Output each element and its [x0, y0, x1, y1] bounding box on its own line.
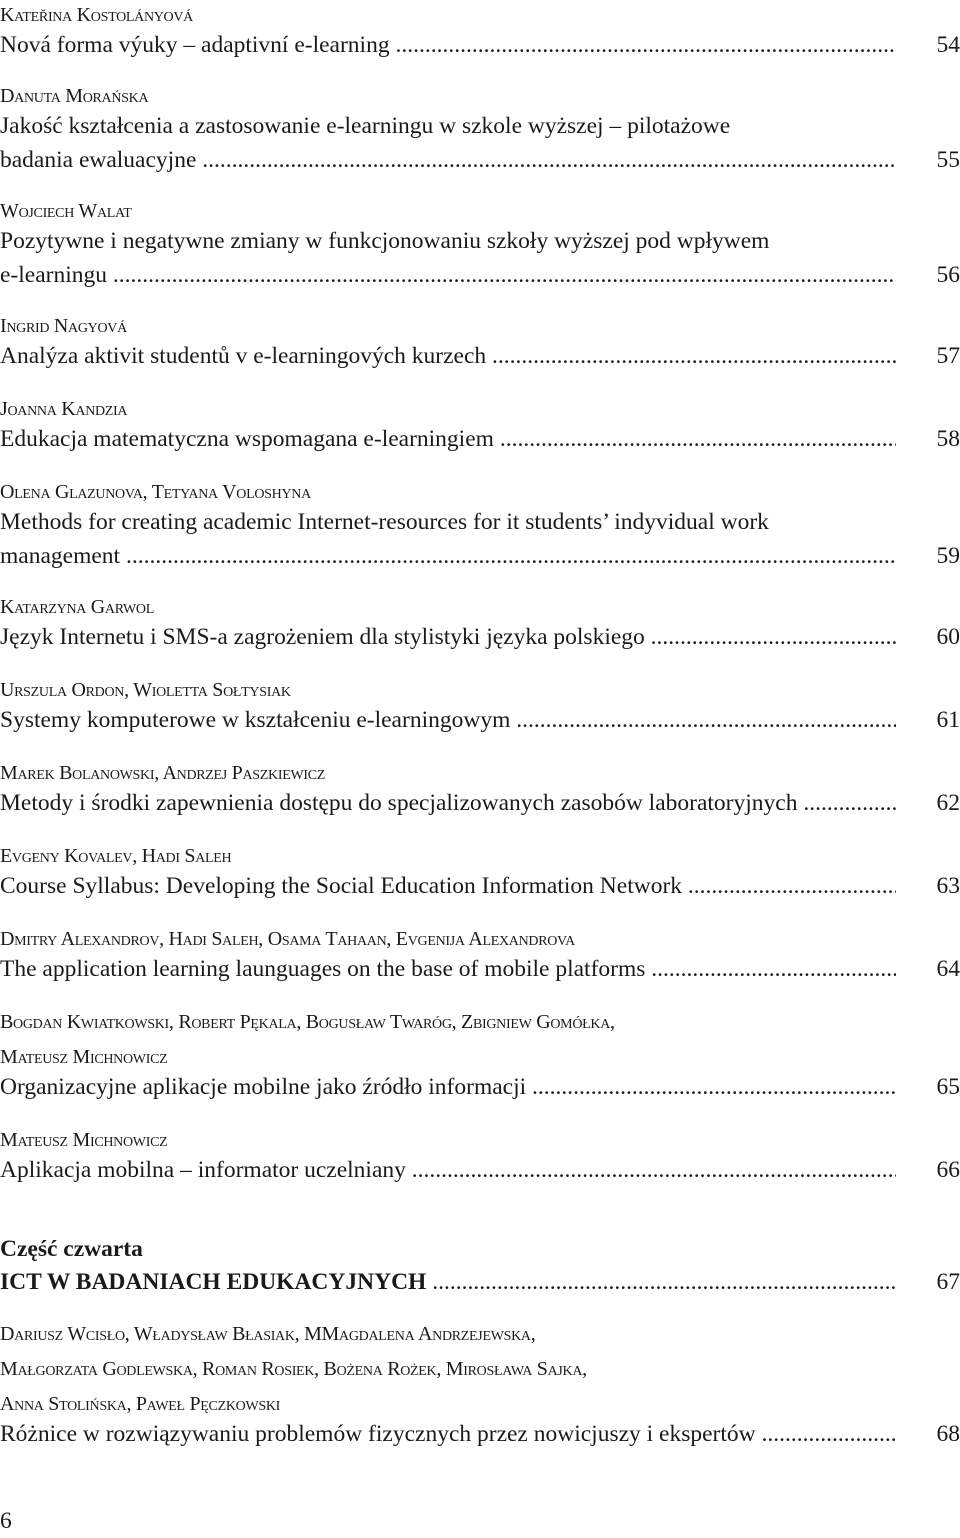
entry-title: Metody i środki zapewnienia dostępu do specjalizowanych zasobów laboratoryjnych ..... [0, 786, 896, 820]
entry-title-line: Methods for creating academic Internet-resources for it students’ indyvidual work [0, 509, 769, 535]
entry-title: Analýza aktivit studentů v e-learningových kurzech ..... [0, 339, 896, 373]
entry-title: Systemy komputerowe w kształceniu e-learningowym ..... [0, 703, 896, 737]
entry-page: 60 [936, 624, 960, 650]
entry-authors: Mateusz Michnowicz [0, 1129, 168, 1151]
entry-authors-continued: Anna Stolińska, Paweł Pęczkowski [0, 1393, 281, 1415]
entry-title: Język Internetu i SMS-a zagrożeniem dla stylistyki języka polskiego ..... [0, 620, 896, 654]
toc-row [0, 952, 960, 986]
entry-authors: Bogdan Kwiatkowski, Robert Pękala, Bogusław Twaróg, Zbigniew Gomółka, [0, 1011, 615, 1033]
toc-row [0, 339, 960, 373]
toc-entry [0, 594, 960, 654]
entry-authors-continued: Małgorzata Godlewska, Roman Rosiek, Bożena Rożek, Mirosława Sajka, [0, 1358, 587, 1380]
entry-authors: Wojciech Walat [0, 200, 132, 222]
toc-entry [0, 843, 960, 903]
entry-page: 57 [936, 343, 960, 369]
entry-authors: Ingrid Nagyová [0, 315, 127, 337]
entry-authors: Dmitry Alexandrov, Hadi Saleh, Osama Tahaan, Evgenija Alexandrova [0, 928, 575, 950]
entry-page: 61 [936, 707, 960, 733]
entry-title: The application learning launguages on the base of mobile platforms ..... [0, 952, 896, 986]
entry-title: Organizacyjne aplikacje mobilne jako źródło informacji ..... [0, 1070, 896, 1104]
toc-entry [0, 479, 960, 573]
entry-page: 59 [936, 543, 960, 569]
toc-entry [0, 677, 960, 737]
entry-title: e-learningu ..... [0, 258, 896, 292]
toc-entry [0, 760, 960, 820]
entry-page: 58 [936, 426, 960, 452]
entry-authors: Dariusz Wcisło, Władysław Błasiak, MMagdalena Andrzejewska, [0, 1323, 536, 1345]
entry-page: 66 [936, 1157, 960, 1183]
toc-row [0, 869, 960, 903]
entry-page: 54 [936, 32, 960, 58]
section-page: 67 [936, 1269, 960, 1295]
entry-title: badania ewaluacyjne ..... [0, 143, 896, 177]
entry-authors-continued: Mateusz Michnowicz [0, 1046, 168, 1068]
entry-page: 68 [936, 1421, 960, 1447]
entry-title: Nová forma výuky – adaptivní e-learning ..... [0, 28, 896, 62]
toc-row [0, 539, 960, 573]
entry-title-line: Jakość kształcenia a zastosowanie e-learningu w szkole wyższej – pilotażowe [0, 113, 731, 139]
toc-entry [0, 313, 960, 373]
toc-entry [0, 198, 960, 292]
entry-authors: Katarzyna Garwol [0, 596, 154, 618]
entry-authors: Joanna Kandzia [0, 398, 128, 420]
toc-entry [0, 83, 960, 177]
toc-entry [0, 1321, 960, 1451]
toc-row [0, 258, 960, 292]
section-heading [0, 1233, 960, 1299]
entry-authors: Danuta Morańska [0, 85, 149, 107]
entry-page: 64 [936, 956, 960, 982]
toc-entry [0, 396, 960, 456]
toc-row [0, 1070, 960, 1104]
entry-title: Edukacja matematyczna wspomagana e-learningiem ..... [0, 422, 896, 456]
toc-entry [0, 926, 960, 986]
toc-entry [0, 1009, 960, 1104]
entry-authors: Marek Bolanowski, Andrzej Paszkiewicz [0, 762, 326, 784]
entry-title-line: Pozytywne i negatywne zmiany w funkcjonowaniu szkoły wyższej pod wpływem [0, 228, 770, 254]
entry-page: 63 [936, 873, 960, 899]
entry-page: 65 [936, 1074, 960, 1100]
entry-authors: Kateřina Kostolányová [0, 4, 193, 26]
toc-entry [0, 0, 960, 62]
toc-row [0, 1153, 960, 1187]
section-title: ICT W BADANIACH EDUKACYJNYCH ..... [0, 1265, 896, 1299]
entry-authors: Olena Glazunova, Tetyana Voloshyna [0, 481, 311, 503]
entry-title: Aplikacja mobilna – informator uczelniany ..... [0, 1153, 896, 1187]
entry-authors: Evgeny Kovalev, Hadi Saleh [0, 845, 232, 867]
toc-row [0, 28, 960, 62]
toc-row [0, 143, 960, 177]
entry-authors: Urszula Ordon, Wioletta Sołtysiak [0, 679, 291, 701]
entry-title: Course Syllabus: Developing the Social Education Information Network ..... [0, 869, 896, 903]
toc-entry [0, 1127, 960, 1187]
entry-page: 62 [936, 790, 960, 816]
toc-row [0, 1265, 960, 1299]
entry-page: 55 [936, 147, 960, 173]
page-number: 6 [0, 1508, 12, 1534]
entry-title: Różnice w rozwiązywaniu problemów fizycznych przez nowicjuszy i ekspertów ..... [0, 1417, 896, 1451]
entry-title: management ..... [0, 539, 896, 573]
toc-row [0, 703, 960, 737]
toc-row [0, 786, 960, 820]
entry-page: 56 [936, 262, 960, 288]
toc-row [0, 620, 960, 654]
section-label: Część czwarta [0, 1236, 143, 1262]
toc-row [0, 422, 960, 456]
toc-row [0, 1417, 960, 1451]
